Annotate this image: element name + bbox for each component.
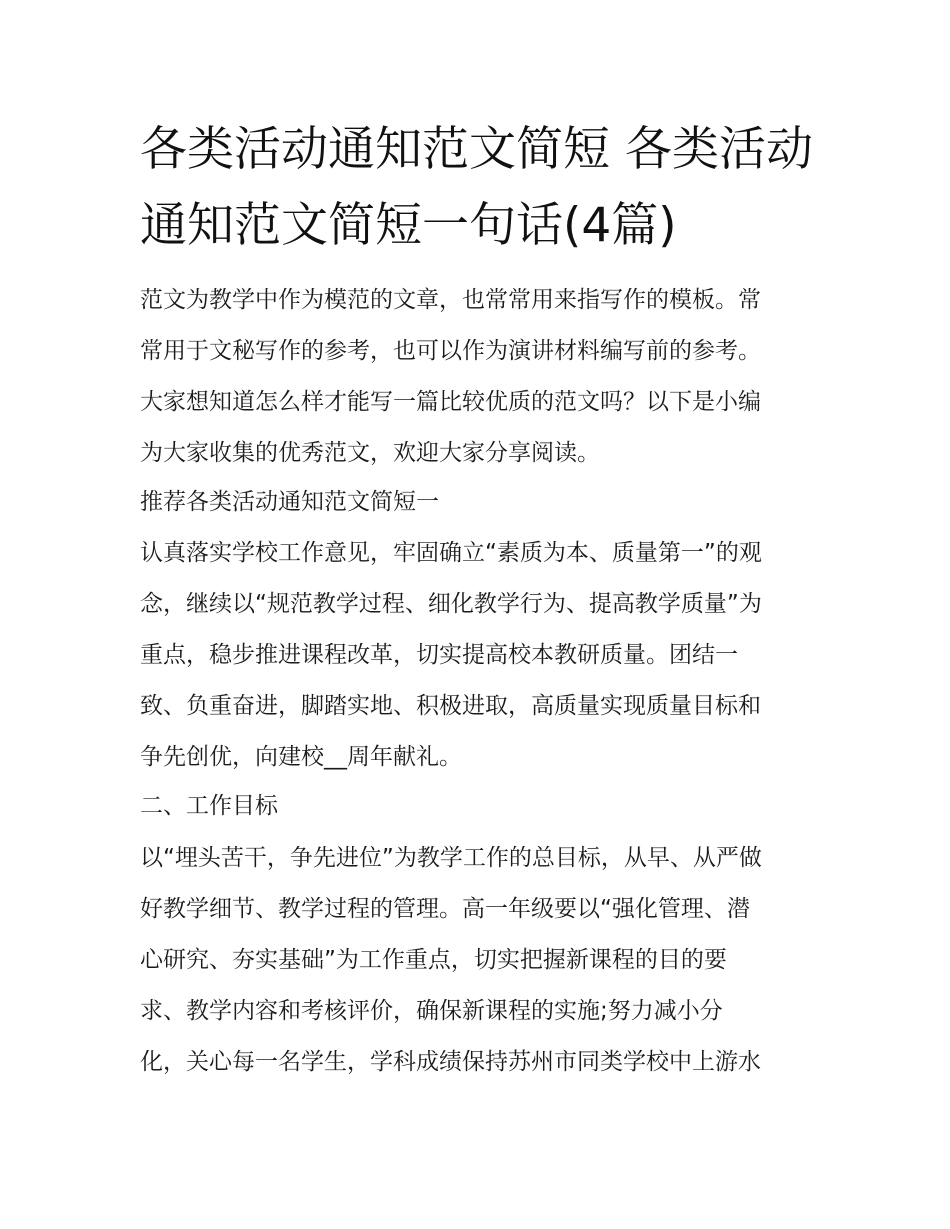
paragraph-line: 求、教学内容和考核评价，确保新课程的实施;努力减小分 <box>140 998 723 1024</box>
paragraph-line: 致、负重奋进，脚踏实地、积极进取，高质量实现质量目标和 <box>140 693 761 719</box>
document-title: 各类活动通知范文简短 各类活动通知范文简短一句话(4篇) <box>140 122 813 253</box>
paragraph-line: 好教学细节、教学过程的管理。高一年级要以“强化管理、潜 <box>140 896 750 922</box>
paragraph-line: 争先创优，向建校__周年献礼。 <box>140 744 462 770</box>
paragraph-line: 范文为教学中作为模范的文章，也常常用来指写作的模板。常 <box>140 287 761 313</box>
paragraph-line: 认真落实学校工作意见，牢固确立“素质为本、质量第一”的观 <box>140 540 762 566</box>
section-heading: 二、工作目标 <box>140 793 278 819</box>
paragraph-line: 重点，稳步推进课程改革，切实提高校本教研质量。团结一 <box>140 642 738 668</box>
paragraph-line: 以“埋头苦干，争先进位”为教学工作的总目标，从早、从严做 <box>140 845 762 871</box>
paragraph-line: 大家想知道怎么样才能写一篇比较优质的范文吗？以下是小编 <box>140 389 761 415</box>
paragraph-line: 心研究、夯实基础”为工作重点，切实把握新课程的目的要 <box>140 947 727 973</box>
paragraph-line: 为大家收集的优秀范文，欢迎大家分享阅读。 <box>140 440 600 466</box>
paragraph-line: 化，关心每一名学生，学科成绩保持苏州市同类学校中上游水 <box>140 1049 761 1075</box>
section-heading: 推荐各类活动通知范文简短一 <box>140 489 439 515</box>
paragraph-line: 常用于文秘写作的参考，也可以作为演讲材料编写前的参考。 <box>140 338 761 364</box>
paragraph-line: 念，继续以“规范教学过程、细化教学行为、提高教学质量”为 <box>140 591 762 617</box>
